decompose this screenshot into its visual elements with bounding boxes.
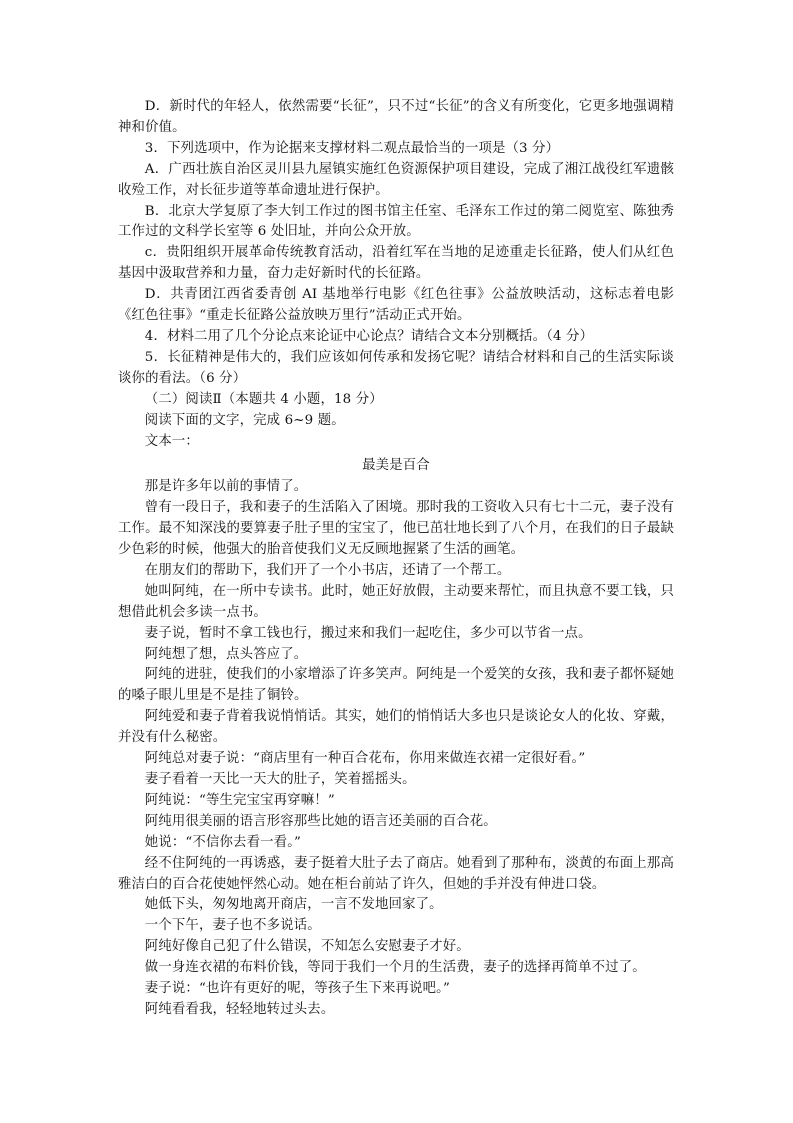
- story-paragraph: 曾有一段日子，我和妻子的生活陷入了困境。那时我的工资收入只有七十二元，妻子没有工作。最不知深浅的要算妻子肚子里的宝宝了，他已茁壮地长到了八个月，在我们的日子最缺少色彩的时候，他强大的胎音使我们义无反顾地握紧了生活的画笔。: [118, 500, 674, 558]
- option-a: A．广西壮族自治区灵川县九屋镇实施红色资源保护项目建设，完成了湘江战役红军遗骸收殓工作，对长征步道等革命遗址进行保护。: [118, 161, 674, 198]
- story-paragraph: 阿纯看看我，轻轻地转过头去。: [144, 1001, 335, 1017]
- story-paragraph: 她说：“不信你去看一看。”: [144, 834, 302, 850]
- question-5: 5．长征精神是伟大的，我们应该如何传承和发扬它呢？请结合材料和自己的生活实际谈谈你的看法。（6 分）: [118, 349, 674, 386]
- story-paragraph: 那是许多年以前的事情了。: [144, 479, 308, 495]
- story-title: 最美是百合: [362, 458, 430, 474]
- story-paragraph: 她低下头，匆匆地离开商店，一言不发地回家了。: [144, 897, 443, 913]
- story-paragraph: 阿纯爱和妻子背着我说悄悄话。其实，她们的悄悄话大多也只是谈论女人的化妆、穿戴，并没有什么秘密。: [118, 709, 674, 746]
- story-paragraph: 阿纯说：“等生完宝宝再穿嘛！”: [144, 792, 335, 808]
- option-d-paragraph: D．新时代的年轻人，依然需要“长征”，只不过“长征”的含义有所变化，它更多地强调精神和价值。: [118, 99, 674, 135]
- story-paragraph: 阿纯好像自己犯了什么错误，不知怎么安慰妻子才好。: [144, 939, 470, 955]
- story-paragraph: 在朋友们的帮助下，我们开了一个小书店，还请了一个帮工。: [144, 562, 511, 578]
- story-paragraph: 阿纯总对妻子说：“商店里有一种百合花布，你用来做连衣裙一定很好看。”: [144, 751, 586, 767]
- section-heading: （二）阅读Ⅱ（本题共 4 小题，18 分）: [144, 391, 383, 407]
- story-paragraph: 阿纯的进驻，使我们的小家增添了许多笑声。阿纯是一个爱笑的女孩，我和妻子都怀疑她的嗓子眼儿里是不是挂了铜铃。: [118, 667, 674, 704]
- question-3: 3．下列选项中，作为论据来支撑材料二观点最恰当的一项是（3 分）: [144, 140, 560, 156]
- option-c: c．贵阳组织开展革命传统教育活动，沿着红军在当地的足迹重走长征路，使人们从红色基因中汲取营养和力量，奋力走好新时代的长征路。: [118, 245, 674, 282]
- option-d: D．共青团江西省委青创 AI 基地举行电影《红色往事》公益放映活动，这标志着电影《红色往事》“重走长征路公益放映万里行”活动正式开始。: [118, 287, 674, 324]
- document-body: [118, 97, 674, 1021]
- option-b: B．北京大学复原了李大钊工作过的图书馆主任室、毛泽东工作过的第二阅览室、陈独秀工作过的文科学长室等 6 处旧址，并向公众开放。: [118, 203, 674, 240]
- story-paragraph: 做一身连衣裙的布料价钱，等同于我们一个月的生活费，妻子的选择再简单不过了。: [144, 960, 646, 976]
- story-paragraph: 阿纯用很美丽的语言形容那些比她的语言还美丽的百合花。: [144, 813, 497, 829]
- story-paragraph: 阿纯想了想，点头答应了。: [144, 646, 308, 662]
- story-paragraph: 她叫阿纯，在一所中专读书。此时，她正好放假，主动要来帮忙，而且执意不要工钱，只想借此机会多读一点书。: [118, 583, 674, 620]
- story-paragraph: 妻子说：“也许有更好的呢，等孩子生下来再说吧。”: [144, 981, 450, 997]
- question-4: 4．材料二用了几个分论点来论证中心论点？请结合文本分别概括。（4 分）: [144, 328, 594, 344]
- story-paragraph: 经不住阿纯的一再诱惑，妻子挺着大肚子去了商店。她看到了那种布，淡黄的布面上那高雅洁白的百合花使她怦然心动。她在柜台前站了许久，但她的手并没有伸进口袋。: [118, 855, 674, 892]
- reading-instruction: 阅读下面的文字，完成 6~9 题。: [144, 412, 345, 428]
- story-paragraph: 妻子说，暂时不拿工钱也行，搬过来和我们一起吃住，多少可以节省一点。: [144, 625, 592, 641]
- story-paragraph: 一个下午，妻子也不多说话。: [144, 918, 321, 934]
- story-paragraph: 妻子看着一天比一天大的肚子，笑着摇摇头。: [144, 772, 416, 787]
- text-one-label: 文本一：: [144, 433, 199, 449]
